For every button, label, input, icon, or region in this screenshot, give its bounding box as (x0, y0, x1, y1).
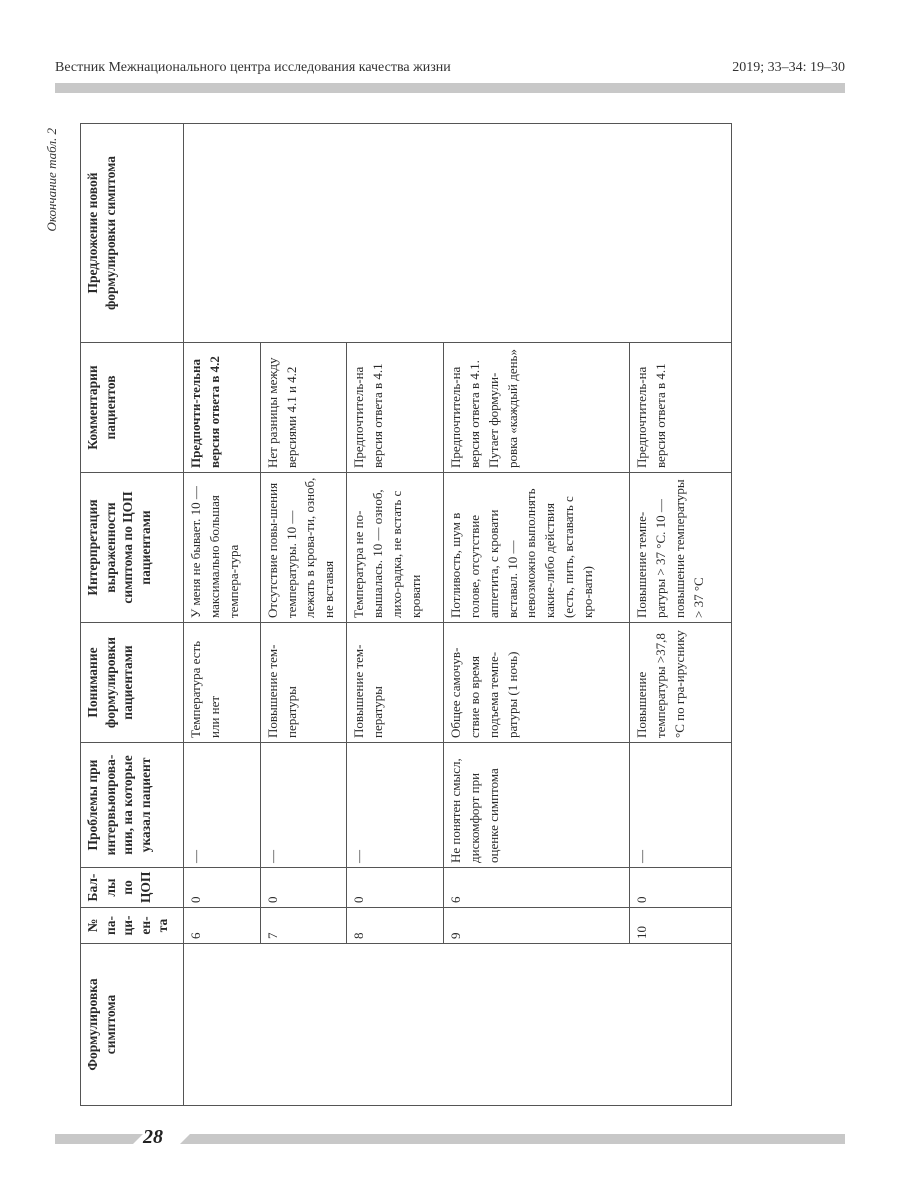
interpretation-cell: Температура не по-вышалась. 10 — озноб, лихо-радка, не встать с кровати (347, 473, 444, 623)
score-cell: 0 (347, 868, 444, 908)
understanding-cell: Повышение тем-пературы (260, 623, 347, 743)
patient-cell: 6 (184, 908, 261, 944)
patient-cell: 9 (443, 908, 629, 944)
symptom-table (80, 123, 732, 1106)
problems-cell: — (630, 743, 732, 868)
understanding-cell: Общее самочув-ствие во время подъема темпе-ратуры (1 ночь) (443, 623, 629, 743)
patient-cell: 10 (630, 908, 732, 944)
score-cell: 6 (443, 868, 629, 908)
table-caption: Окончание табл. 2 (44, 128, 59, 232)
understanding-cell: Температура есть или нет (184, 623, 261, 743)
new-wording-cell (184, 124, 732, 343)
comments-cell: Предпочтитель-на версия ответа в 4.1. Путает формули-ровка «каждый день» (443, 343, 629, 473)
problems-cell: — (260, 743, 347, 868)
table-header-row (81, 124, 184, 1106)
header-new-wording: Предложение новой формулировки симптома (81, 124, 184, 343)
header-understanding: Понимание формулировки пациентами (81, 623, 184, 743)
patient-cell: 7 (260, 908, 347, 944)
rotated-table-container (80, 124, 732, 1106)
patient-cell: 8 (347, 908, 444, 944)
symptom-wording-cell (184, 944, 732, 1106)
problems-cell: Не понятен смысл, дискомфорт при оценке симптома (443, 743, 629, 868)
comments-cell: Нет разницы между версиями 4.1 и 4.2 (260, 343, 347, 473)
comments-cell: Предпочтитель-на версия ответа в 4.1 (347, 343, 444, 473)
page-number: 28 (143, 1126, 163, 1148)
problems-cell: — (347, 743, 444, 868)
score-cell: 0 (184, 868, 261, 908)
footer-rule-left (55, 1134, 133, 1144)
issue-info: 2019; 33–34: 19–30 (732, 60, 845, 75)
header-patient-number: № па-ци-ен-та (81, 908, 184, 944)
interpretation-cell: У меня не бывает. 10 — максимально большая темпера-тура (184, 473, 261, 623)
header-problems: Проблемы при интервьюирова-нии, на которые указал пациент (81, 743, 184, 868)
interpretation-cell: Повышение темпе-ратуры > 37 °C. 10 — повышение температуры > 37 °C (630, 473, 732, 623)
score-cell: 0 (260, 868, 347, 908)
score-cell: 0 (630, 868, 732, 908)
header-rule (55, 83, 845, 93)
comments-cell: Предпочтитель-на версия ответа в 4.1 (630, 343, 732, 473)
interpretation-cell: Потливость, шум в голове, отсутствие аппетита, с кровати вставал. 10 — невозможно выполнять какие-либо действия (есть, пить, вставать с кро-вати) (443, 473, 629, 623)
understanding-cell: Повышение температуры >37,8 °C по гра-ируснику (630, 623, 732, 743)
header-comments: Комментарии пациентов (81, 343, 184, 473)
journal-title: Вестник Межнационального центра исследования качества жизни (55, 60, 451, 75)
footer-rule-right (190, 1134, 845, 1144)
comments-cell: Предпочти-тельна версия ответа в 4.2 (184, 343, 261, 473)
header-interpretation: Интерпретация выраженности симптома по ЦОП пациентами (81, 473, 184, 623)
running-head (55, 60, 845, 80)
header-symptom-wording: Формулировка симптома (81, 944, 184, 1106)
understanding-cell: Повышение тем-пературы (347, 623, 444, 743)
header-score: Бал-лы по ЦОП (81, 868, 184, 908)
table-row (184, 124, 261, 1106)
problems-cell: — (184, 743, 261, 868)
interpretation-cell: Отсутствие повы-шения температуры. 10 — лежать в крова-ти, озноб, не вставая (260, 473, 347, 623)
